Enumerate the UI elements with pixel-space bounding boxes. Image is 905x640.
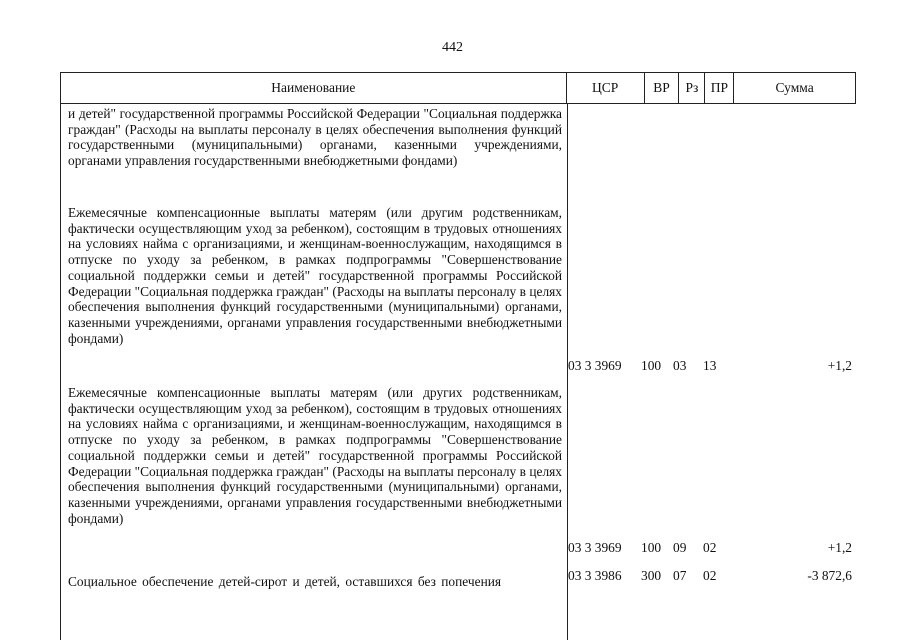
row-name: и детей" государственной программы Российской Федерации "Социальная поддержка граждан" (Расходы на выплаты персоналу в целях обеспечения выполнения функций государственными (муниципальными) органами, казенными учреждениями, органами управления государственными внебюджетными фондами) [68,106,562,169]
header-rz: Рз [679,73,705,103]
row-rz: 09 [673,540,687,555]
row-csr: 03 3 3986 [568,568,622,583]
row-codes [560,540,856,556]
table-header [60,72,856,104]
header-name: Наименование [61,73,567,103]
row-name: Ежемесячные компенсационные выплаты матерям (или других родственникам, фактически осуществляющим уход за ребенком), состоящим в трудовых отношениях на условиях найма с организациями, и женщинам-военнослужащим, находящимся в отпуске по уходу за ребенком, в рамках подпрограммы "Совершенствование социальной поддержки семьи и детей" государственной программы Российской Федерации "Социальная поддержка граждан" (Расходы на выплаты персоналу в целях обеспечения выполнения функций государственными (муниципальными) органами, казенными учреждениями, органами управления государственными внебюджетными фондами) [68,385,562,526]
row-pr: 02 [703,540,717,555]
row-codes [560,568,856,584]
header-pr: ПР [705,73,734,103]
row-sum: +1,2 [827,540,852,555]
row-csr: 03 3 3969 [568,358,622,373]
row-rz: 03 [673,358,687,373]
row-rz: 07 [673,568,687,583]
row-vr: 100 [641,358,662,373]
row-sum: +1,2 [827,358,852,373]
row-name: Социальное обеспечение детей-сирот и детей, оставшихся без попечения [68,574,502,589]
row-csr: 03 3 3969 [568,540,622,555]
header-vr: ВР [645,73,680,103]
row-vr: 100 [641,540,662,555]
row-name: Ежемесячные компенсационные выплаты матерям (или другим родственникам, фактически осуществляющим уход за ребенком), состоящим в трудовых отношениях на условиях найма с организациями, и женщинам-военнослужащим, находящимся в отпуске по уходу за ребенком, в рамках подпрограммы "Совершенствование социальной поддержки семьи и детей" государственной программы Российской Федерации "Социальная поддержка граждан" (Расходы на выплаты персоналу в целях обеспечения выполнения функций государственными (муниципальными) органами, казенными учреждениями, органами управления государственными внебюджетными фондами) [68,205,562,346]
table-row [68,568,856,590]
row-vr: 300 [641,568,662,583]
table-row [68,205,856,373]
page-number: 442 [442,40,463,55]
table-row [68,106,856,169]
row-pr: 02 [703,568,717,583]
row-sum: -3 872,6 [807,568,852,583]
row-codes [560,358,856,374]
row-pr: 13 [703,358,717,373]
column-divider [60,104,61,640]
header-csr: ЦСР [567,73,645,103]
table-row [68,385,856,555]
header-sum: Сумма [775,80,814,95]
